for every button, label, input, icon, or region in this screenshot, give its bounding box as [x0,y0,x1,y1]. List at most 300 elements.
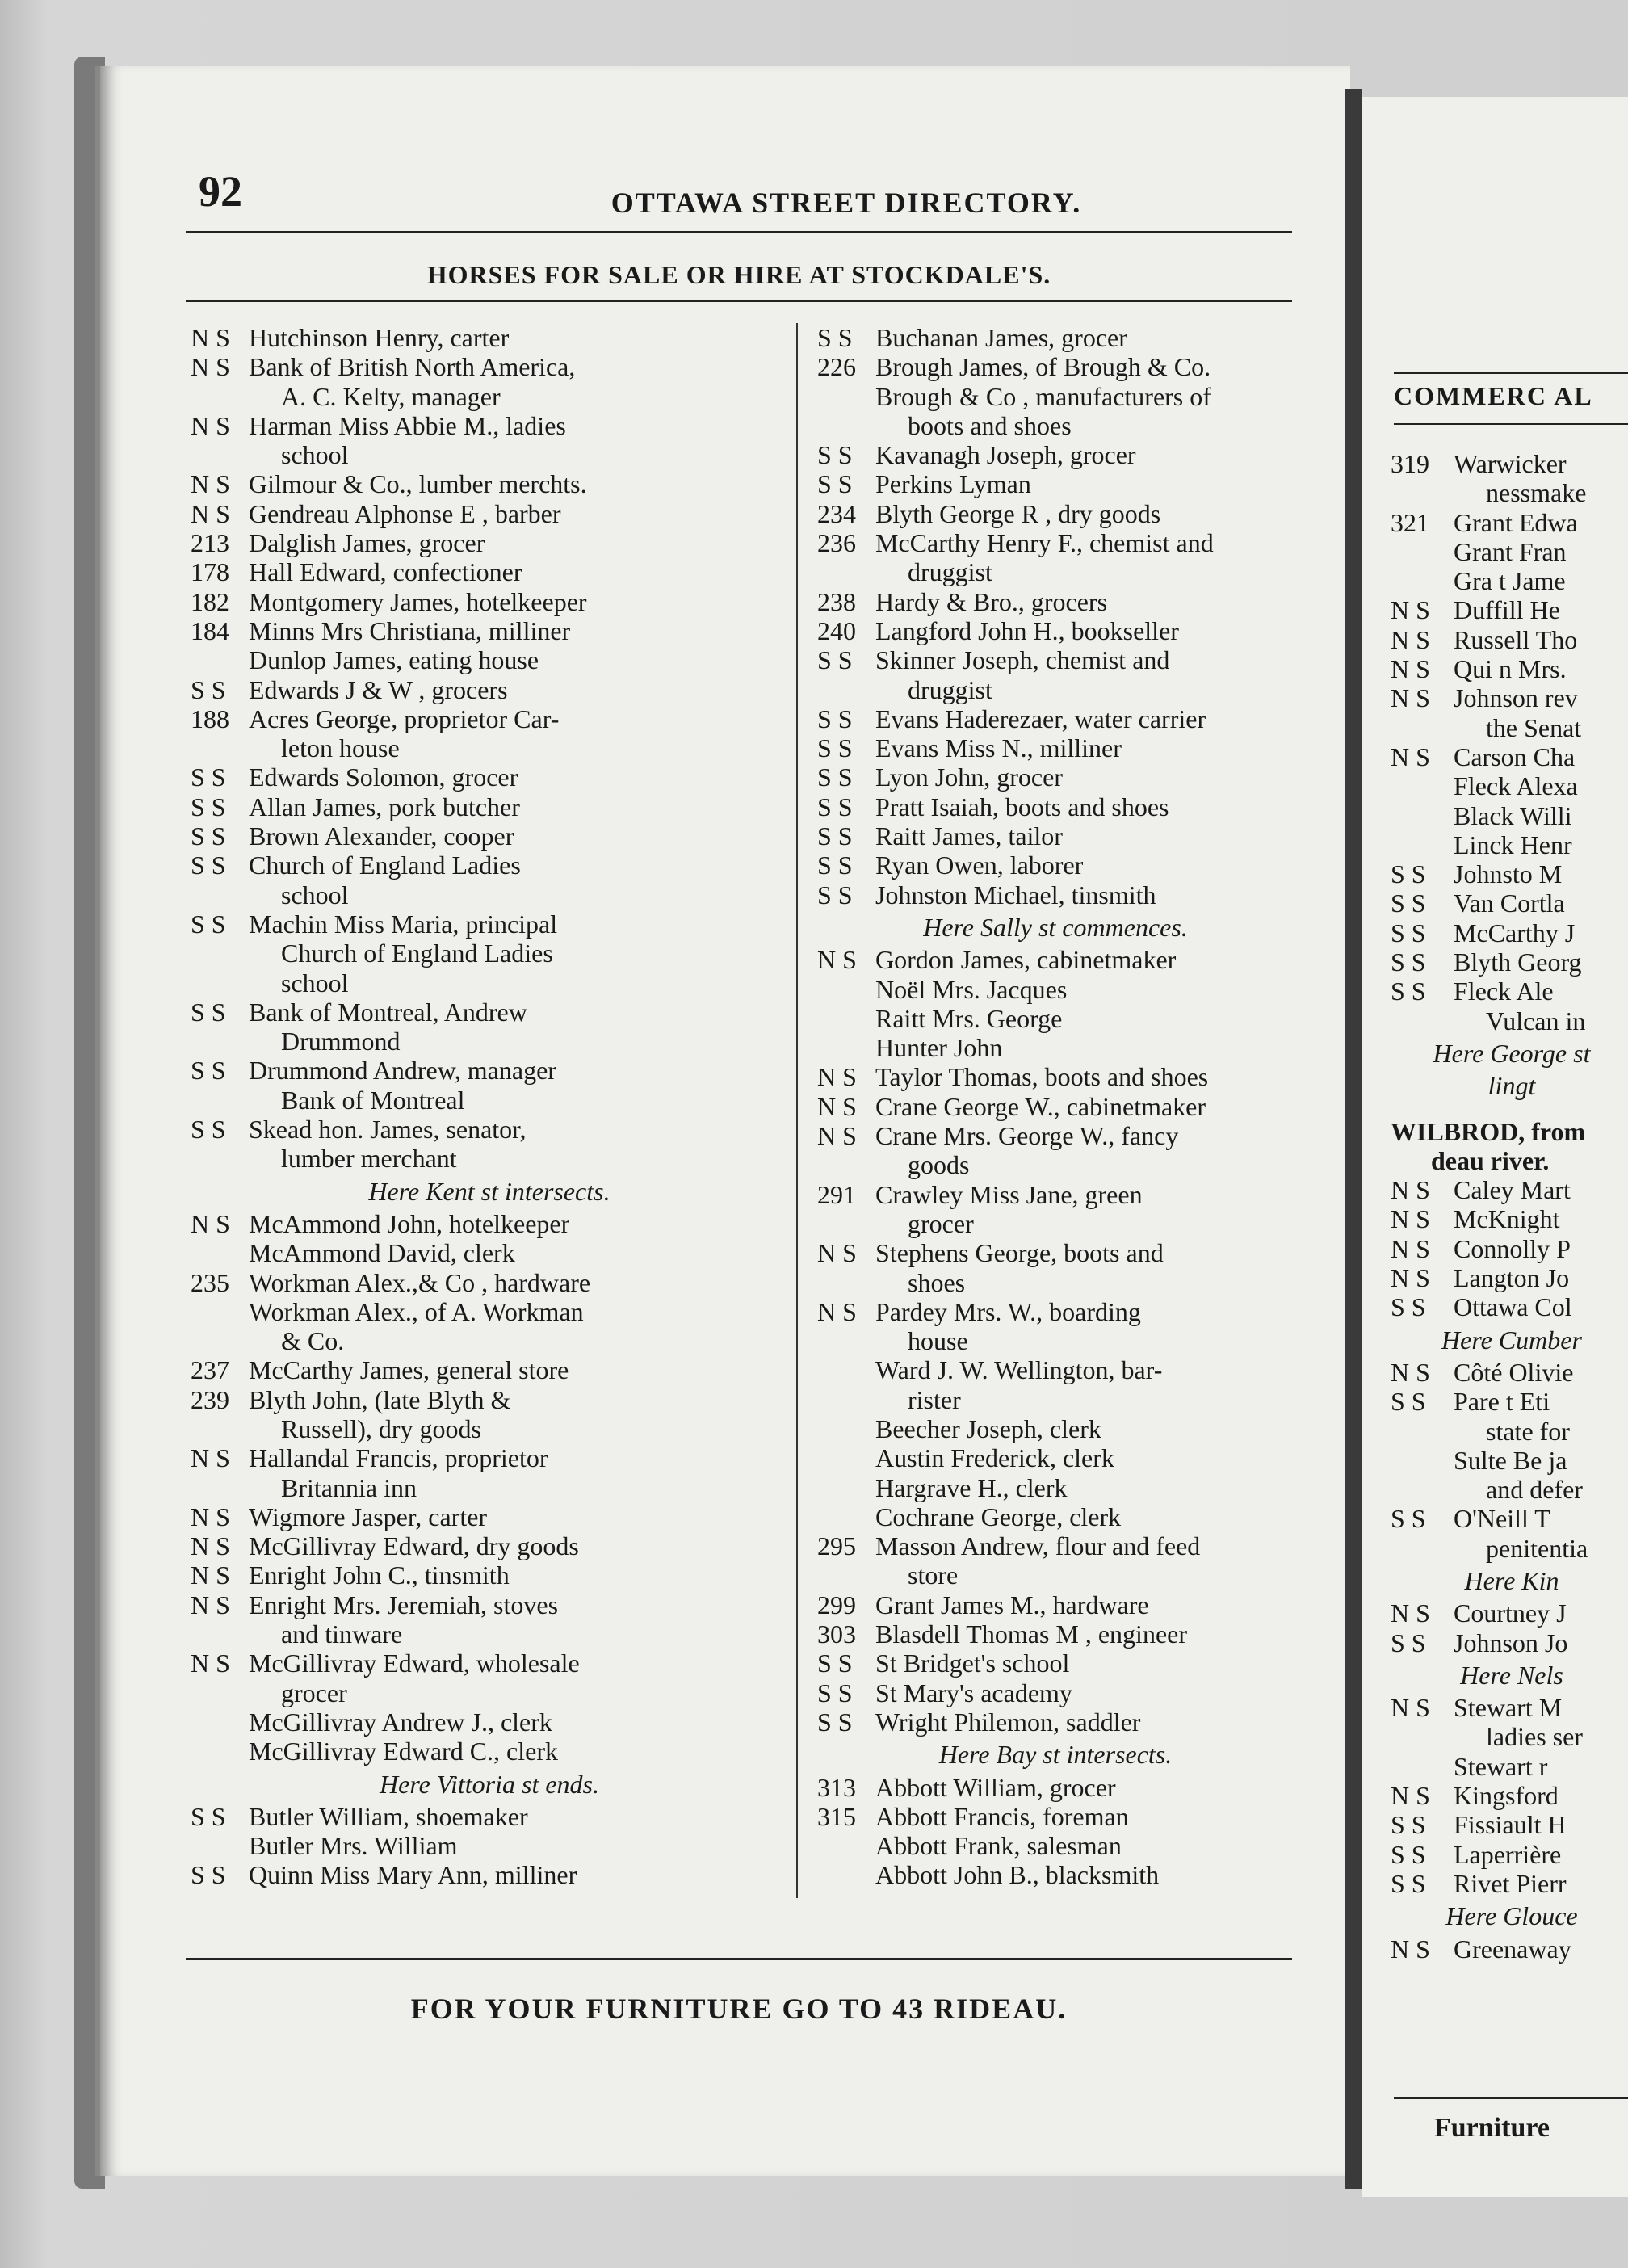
directory-entry [191,733,788,762]
street-note: Here Kin [1464,1565,1559,1595]
entry-location [1391,830,1454,859]
entry-location: N S [191,1502,230,1531]
entry-text: Gordon James, cabinetmaker [875,945,1177,975]
entry-text: Dalglish James, grocer [249,528,485,558]
entry-location [191,1619,249,1648]
header-rule [186,231,1292,233]
directory-entry [191,998,788,1027]
entry-location [817,1860,875,1889]
entry-location: S S [1391,1810,1426,1840]
directory-entry [191,469,788,498]
directory-entry [191,528,788,557]
entry-text: Enright Mrs. Jeremiah, stoves [249,1590,559,1619]
entry-text: Caley Mart [1454,1175,1571,1205]
street-note: Here Vittoria st ends. [380,1769,599,1799]
directory-entry [1391,449,1628,478]
entry-location: N S [191,410,230,440]
directory-entry [817,850,1294,880]
entry-location [817,1209,875,1238]
entry-text: the Senat [1486,712,1582,742]
right-footer-rule [1394,2097,1628,2099]
entry-location: N S [817,1091,857,1121]
entry-location [191,733,249,762]
directory-entry [817,975,1294,1004]
entry-location: S S [817,733,853,763]
entry-location: N S [817,1062,857,1092]
directory-entry [1391,1693,1628,1722]
entry-text: McAmmond John, hotelkeeper [249,1208,570,1238]
entry-text: Church of England Ladies [281,939,553,968]
directory-entry [1391,1358,1628,1387]
entry-text: Evans Miss N., milliner [875,733,1122,763]
entry-text: Russell Tho [1454,624,1578,654]
entry-location: 213 [191,528,229,558]
entry-text: Brown Alexander, cooper [249,821,514,851]
entry-text: Langton Jo [1454,1263,1570,1293]
directory-entry [191,1473,788,1502]
entry-text: leton house [281,733,400,763]
entry-location: 237 [191,1355,229,1385]
directory-entry [191,1802,788,1831]
directory-entry [1391,1292,1628,1321]
directory-entry [817,1326,1294,1355]
directory-entry [817,1092,1294,1121]
entry-text: McKnight [1454,1204,1560,1234]
entry-location: 240 [817,615,856,645]
entry-location: N S [817,945,857,975]
entry-text: Brough & Co , manufacturers of [875,381,1211,411]
entry-text: Van Cortla [1454,888,1565,918]
right-directory-column [1391,449,1628,1964]
entry-text: Crane Mrs. George W., fancy [875,1121,1179,1151]
entry-location: 188 [191,704,229,733]
entry-location: N S [1391,1693,1430,1723]
entry-location [191,1737,249,1766]
entry-location: S S [191,674,226,704]
directory-entry [817,411,1294,440]
entry-text: McGillivray Andrew J., clerk [249,1707,552,1737]
entry-text: Linck Henr [1454,830,1572,859]
entry-location: N S [191,1208,230,1238]
directory-entry [817,1443,1294,1472]
directory-entry [191,1297,788,1326]
entry-location: N S [191,323,230,352]
entry-location [817,1831,875,1860]
entry-location: 234 [817,498,856,528]
entry-text: Kingsford [1454,1781,1559,1811]
entry-location [817,1150,875,1179]
entry-location [817,1443,875,1472]
directory-entry [191,440,788,469]
entry-location: S S [191,1860,226,1890]
entry-text: Duffill He [1454,595,1560,625]
directory-entry [1391,1752,1628,1781]
directory-entry [817,1619,1294,1648]
entry-location: 178 [191,557,229,587]
entry-location: 239 [191,1384,229,1414]
entry-text: Hutchinson Henry, carter [249,323,510,352]
entry-text: lumber merchant [281,1144,457,1174]
entry-text: Blyth George R , dry goods [875,498,1161,528]
entry-text: Montgomery James, hotelkeeper [249,586,587,616]
entry-location [191,1086,249,1115]
entry-text: Raitt James, tailor [875,821,1063,851]
entry-text: rister [908,1384,961,1414]
entry-text: Edwards J & W , grocers [249,674,508,704]
directory-entry [817,1033,1294,1062]
entry-text: Lyon John, grocer [875,762,1063,792]
entry-location: S S [191,792,226,821]
directory-entry [817,352,1294,381]
directory-entry [1391,1722,1628,1751]
directory-entry [191,557,788,586]
entry-location: N S [817,1296,857,1326]
entry-text: Drummond [281,1027,401,1056]
entry-location: S S [817,440,853,470]
entry-text: Crawley Miss Jane, green [875,1179,1143,1209]
directory-entry [817,1648,1294,1678]
entry-text: Grant James M., hardware [875,1590,1149,1619]
entry-text: Buchanan James, grocer [875,323,1127,352]
directory-entry [191,909,788,939]
entry-location: 182 [191,586,229,616]
entry-text: Grant Edwa [1454,507,1578,537]
entry-text: grocer [908,1208,974,1238]
entry-text: Stewart r [1454,1751,1548,1781]
entry-location: N S [1391,654,1430,684]
directory-entry [191,880,788,909]
directory-entry [191,1056,788,1085]
directory-entry [191,704,788,733]
entry-text: house [908,1326,968,1356]
page-number: 92 [199,167,242,216]
directory-entry [191,675,788,704]
entry-text: Acres George, proprietor Car- [249,704,560,733]
entry-text: school [281,880,349,909]
entry-text: Evans Haderezaer, water carrier [875,704,1206,733]
entry-location [817,411,875,440]
directory-entry [1391,742,1628,771]
directory-entry [191,1238,788,1267]
directory-entry [817,382,1294,411]
entry-text: Abbott John B., blacksmith [875,1860,1160,1890]
entry-location [1391,1006,1454,1035]
entry-location: S S [817,704,853,733]
entry-location: N S [1391,1934,1430,1964]
street-note: Here Glouce [1445,1901,1578,1931]
directory-entry [817,1150,1294,1179]
entry-location [1391,1534,1454,1563]
directory-entry [817,1860,1294,1889]
entry-location [817,382,875,411]
entry-location: N S [817,1121,857,1151]
entry-location: S S [817,762,853,792]
directory-entry [817,821,1294,850]
entry-location [1391,537,1454,566]
directory-entry [817,1121,1294,1150]
directory-entry [817,1004,1294,1033]
entry-location: N S [1391,1204,1430,1234]
directory-entry [191,1590,788,1619]
entry-location: 235 [191,1267,229,1297]
entry-text: Wright Philemon, saddler [875,1707,1141,1737]
directory-entry [1391,508,1628,537]
entry-text: Russell), dry goods [281,1413,481,1443]
directory-entry [1391,537,1628,566]
entry-text: Courtney J [1454,1598,1567,1628]
entry-location [191,1144,249,1173]
entry-location: N S [191,352,230,382]
entry-text: Sulte Be ja [1454,1445,1567,1475]
entry-location: S S [191,762,226,792]
entry-location: 291 [817,1179,856,1209]
entry-text: McCarthy James, general store [249,1355,569,1385]
directory-entry [191,382,788,411]
directory-entry [817,1773,1294,1802]
entry-location: S S [817,880,853,909]
entry-location [817,975,875,1004]
entry-text: penitentia [1486,1533,1588,1563]
entry-text: and tinware [281,1619,403,1649]
entry-text: Johnson rev [1454,683,1578,713]
entry-text: Bank of Montreal [281,1085,465,1115]
entry-text: Skead hon. James, senator, [249,1115,527,1144]
directory-entry [191,968,788,998]
entry-text: Ottawa Col [1454,1292,1572,1322]
entry-text: shoes [908,1267,966,1297]
entry-location: N S [191,1560,230,1590]
directory-entry [191,1619,788,1648]
entry-location: S S [817,792,853,821]
directory-entry [191,1831,788,1860]
entry-location: S S [191,1056,226,1086]
directory-entry [1391,595,1628,624]
directory-entry [191,1385,788,1414]
directory-entry [191,1560,788,1590]
entry-text: grocer [281,1678,347,1707]
entry-location: 226 [817,352,856,382]
directory-entry [191,1268,788,1297]
directory-entry [1391,1417,1628,1446]
entry-location: S S [191,909,226,939]
entry-location [1391,1722,1454,1751]
directory-entry [191,587,788,616]
entry-location: 184 [191,615,229,645]
directory-entry [817,675,1294,704]
entry-text: Grant Fran [1454,536,1567,566]
directory-entry [1391,1446,1628,1475]
entry-text: nessmake [1486,478,1587,508]
entry-text: Skinner Joseph, chemist and [875,645,1170,675]
entry-text: Machin Miss Maria, principal [249,909,558,939]
right-running-head: COMMERC AL [1394,381,1593,410]
entry-text: school [281,440,349,470]
entry-location [191,1678,249,1707]
entry-text: Ryan Owen, laborer [875,850,1084,880]
entry-text: Austin Frederick, clerk [875,1443,1114,1473]
directory-entry [191,616,788,645]
directory-entry [1391,830,1628,859]
entry-text: Britannia inn [281,1472,417,1502]
entry-location [191,1027,249,1056]
entry-location [817,1502,875,1531]
entry-location: 315 [817,1801,856,1831]
directory-entry [191,645,788,674]
entry-location: 321 [1391,507,1429,537]
directory-entry [1391,625,1628,654]
entry-location: N S [1391,741,1430,771]
entry-text: Vulcan in [1486,1006,1586,1035]
top-advertisement: HORSES FOR SALE OR HIRE AT STOCKDALE'S. [426,260,1051,289]
entry-text: Gra t Jame [1454,566,1566,596]
entry-text: school [281,968,349,998]
entry-location [191,939,249,968]
directory-entry [191,1355,788,1384]
directory-entry [817,1590,1294,1619]
entry-text: druggist [908,674,992,704]
entry-location: S S [817,1678,853,1707]
entry-location: 236 [817,528,856,558]
entry-location: S S [1391,1839,1426,1869]
entry-location: 319 [1391,449,1429,478]
bottom-advertisement: FOR YOUR FURNITURE GO TO 43 RIDEAU. [410,1993,1068,2025]
directory-entry [817,645,1294,674]
entry-text: Raitt Mrs. George [875,1003,1063,1033]
entry-location: S S [817,821,853,851]
entry-text: & Co. [281,1326,345,1356]
directory-entry [817,762,1294,792]
entry-location [1391,713,1454,742]
entry-text: Hargrave H., clerk [875,1472,1068,1502]
street-note: lingt [1487,1071,1536,1101]
entry-text: Johnson Jo [1454,1628,1568,1657]
entry-location [1391,1417,1454,1446]
entry-text: Pardey Mrs. W., boarding [875,1296,1141,1326]
entry-text: Butler Mrs. William [249,1831,458,1861]
entry-text: Workman Alex.,& Co , hardware [249,1267,591,1297]
entry-text: Abbott Frank, salesman [875,1831,1122,1861]
directory-entry [1391,1534,1628,1563]
directory-entry [191,1737,788,1766]
entry-location [817,1414,875,1443]
entry-location [191,1707,249,1737]
entry-location: N S [191,1531,230,1561]
entry-location: 295 [817,1531,856,1561]
entry-text: McGillivray Edward, wholesale [249,1648,580,1678]
entry-location [1391,1446,1454,1475]
directory-entry [191,1502,788,1531]
entry-text: goods [908,1150,970,1180]
directory-entry [817,1062,1294,1091]
entry-text: state for [1486,1416,1570,1446]
directory-entry [1391,683,1628,712]
entry-location [191,645,249,674]
entry-text: Brough James, of Brough & Co. [875,352,1211,382]
entry-text: Allan James, pork butcher [249,792,520,821]
directory-entry [191,1209,788,1238]
entry-location: S S [1391,859,1426,889]
entry-text: druggist [908,557,992,587]
right-header-rule [1394,372,1628,374]
entry-text: Johnston Michael, tinsmith [875,880,1156,909]
entry-location [817,1326,875,1355]
directory-entry [191,792,788,821]
directory-entry [1391,1006,1628,1035]
entry-location: S S [191,997,226,1027]
entry-location: S S [817,1648,853,1678]
directory-entry [817,557,1294,586]
entry-text: Perkins Lyman [875,469,1031,499]
entry-text: Enright John C., tinsmith [249,1560,510,1590]
entry-location: S S [817,850,853,880]
directory-entry [817,792,1294,821]
entry-location: N S [817,1238,857,1268]
directory-entry [1391,771,1628,800]
entry-location: S S [1391,976,1426,1006]
directory-entry [817,469,1294,498]
entry-location: N S [1391,595,1430,625]
entry-location: N S [1391,1357,1430,1387]
entry-text: Hardy & Bro., grocers [875,586,1108,616]
entry-text: Blyth Georg [1454,947,1582,977]
entry-location: N S [191,469,230,499]
directory-entry [817,1678,1294,1707]
entry-text: Hunter John [875,1033,1003,1063]
entry-text: Edwards Solomon, grocer [249,762,518,792]
entry-location [817,1355,875,1384]
directory-entry [191,1443,788,1472]
street-note: Here George st [1433,1038,1591,1068]
entry-location: S S [191,1115,226,1144]
entry-location: S S [191,821,226,851]
entry-text: Pratt Isaiah, boots and shoes [875,792,1169,821]
directory-entry [1391,976,1628,1006]
directory-entry [191,411,788,440]
directory-entry [191,1707,788,1737]
entry-text: Gendreau Alphonse E , barber [249,498,561,528]
entry-text: Abbott William, grocer [875,1772,1116,1802]
directory-entry [1391,918,1628,947]
entry-text: Hallandal Francis, proprietor [249,1443,548,1473]
directory-entry [1391,888,1628,918]
directory-entry [817,616,1294,645]
entry-text: McCarthy Henry F., chemist and [875,528,1214,558]
middle-directory-column [817,323,1294,1890]
directory-entry [817,1831,1294,1860]
entry-location [1391,566,1454,595]
entry-location [817,1473,875,1502]
directory-entry [817,1531,1294,1560]
footer-rule [186,1958,1292,1960]
entry-text: Hall Edward, confectioner [249,557,522,587]
entry-location: N S [1391,1175,1430,1205]
directory-entry [191,499,788,528]
directory-entry [1391,859,1628,888]
street-note: Here Sally st commences. [923,912,1188,942]
directory-entry [191,1086,788,1115]
entry-text: St Mary's academy [875,1678,1072,1707]
entry-location [1391,1752,1454,1781]
entry-text: A. C. Kelty, manager [281,381,501,411]
entry-location: N S [1391,1781,1430,1811]
entry-text: and defer [1486,1475,1583,1505]
entry-location [191,1238,249,1267]
entry-text: Langford John H., bookseller [875,615,1179,645]
entry-location: N S [1391,1233,1430,1263]
right-bottom-advertisement: Furniture [1434,2113,1550,2143]
directory-entry [191,1648,788,1678]
entry-text: Kavanagh Joseph, grocer [875,440,1136,470]
